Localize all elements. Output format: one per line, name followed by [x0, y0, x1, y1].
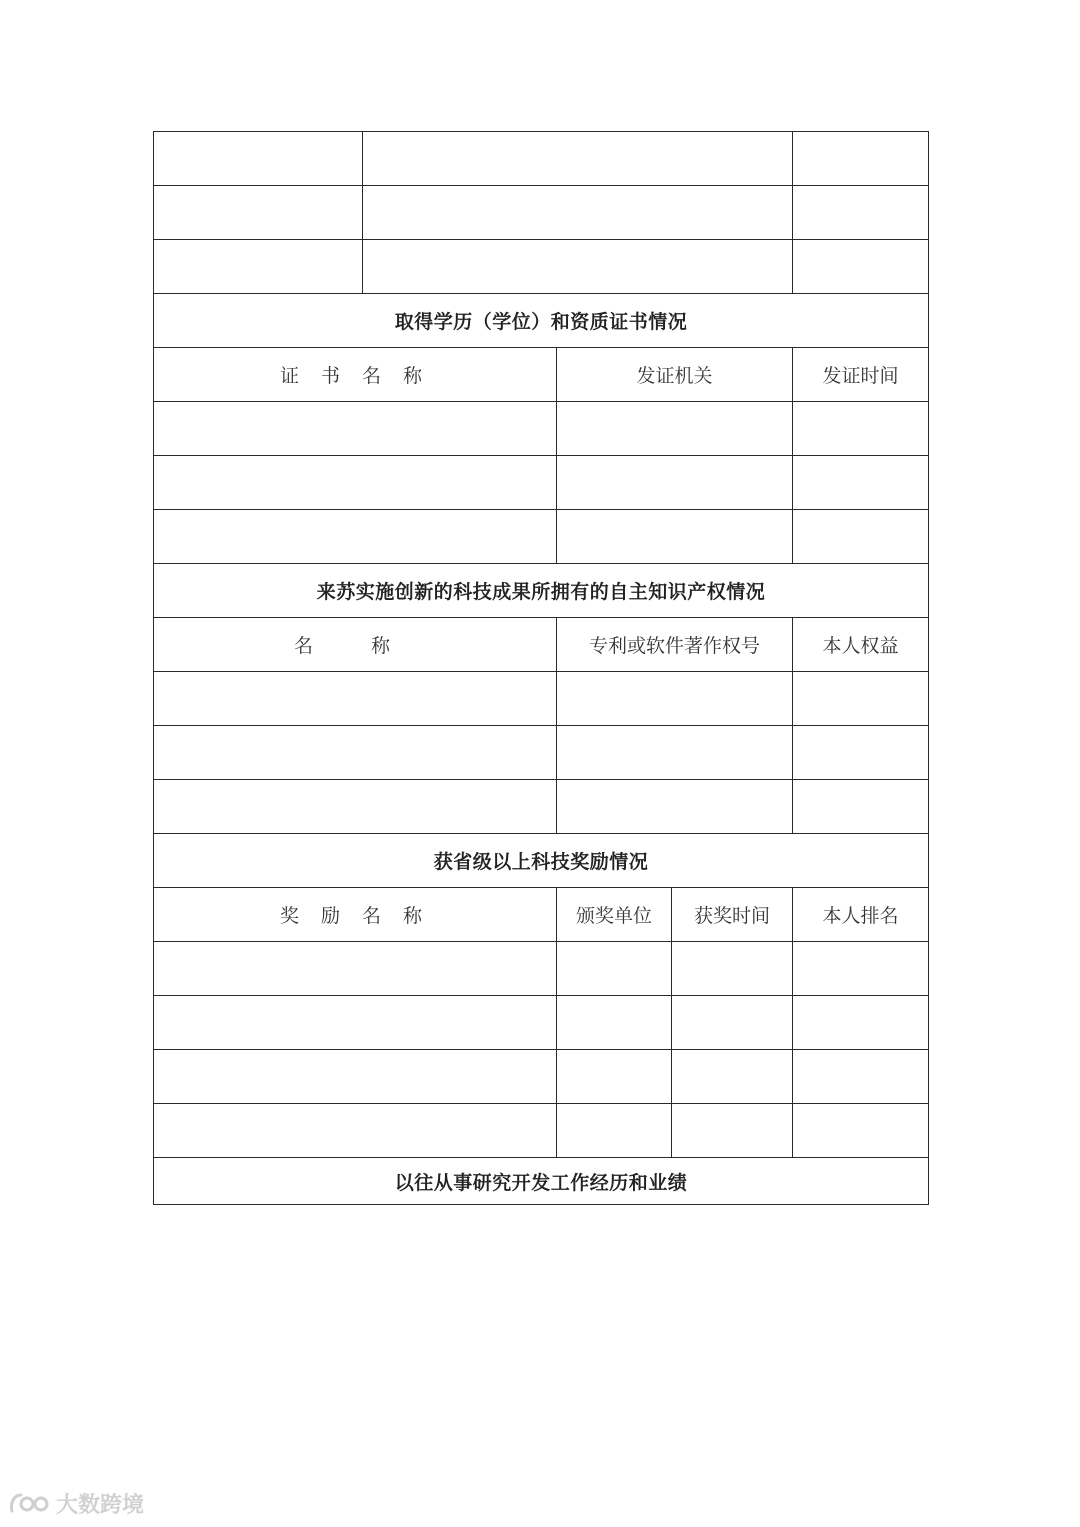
table-cell[interactable] [793, 996, 929, 1050]
experience-section-title: 以往从事研究开发工作经历和业绩 [154, 1158, 929, 1205]
table-cell[interactable] [793, 132, 929, 186]
table-row [154, 402, 929, 456]
education-section-title: 取得学历（学位）和资质证书情况 [154, 294, 929, 348]
table-cell[interactable] [793, 510, 929, 564]
table-row [154, 996, 929, 1050]
table-cell[interactable] [557, 780, 793, 834]
table-cell[interactable] [557, 510, 793, 564]
table-cell[interactable] [154, 942, 557, 996]
issue-date-header: 发证时间 [793, 348, 929, 402]
awarding-unit-header: 颁奖单位 [557, 888, 672, 942]
ip-section-title: 来苏实施创新的科技成果所拥有的自主知识产权情况 [154, 564, 929, 618]
table-cell[interactable] [154, 186, 363, 240]
award-date-header: 获奖时间 [672, 888, 793, 942]
table-cell[interactable] [793, 402, 929, 456]
table-cell[interactable] [557, 726, 793, 780]
table-cell[interactable] [154, 1050, 557, 1104]
ip-name-header: 名 称 [154, 618, 557, 672]
watermark-logo-icon [8, 1491, 52, 1517]
table-cell[interactable] [557, 942, 672, 996]
table-cell[interactable] [154, 510, 557, 564]
table-cell[interactable] [557, 402, 793, 456]
table-row [154, 240, 929, 294]
table-cell[interactable] [793, 456, 929, 510]
header-row [154, 618, 929, 672]
table-cell[interactable] [793, 186, 929, 240]
application-form-table [153, 131, 929, 1205]
table-cell[interactable] [154, 780, 557, 834]
table-cell[interactable] [793, 780, 929, 834]
table-row [154, 726, 929, 780]
table-row [154, 672, 929, 726]
award-name-header: 奖 励 名 称 [154, 888, 557, 942]
personal-ranking-header: 本人排名 [793, 888, 929, 942]
table-cell[interactable] [672, 996, 793, 1050]
table-cell[interactable] [793, 726, 929, 780]
table-cell[interactable] [557, 1104, 672, 1158]
table-cell[interactable] [363, 132, 793, 186]
section-row [154, 834, 929, 888]
table-cell[interactable] [557, 672, 793, 726]
table-cell[interactable] [154, 402, 557, 456]
table-cell[interactable] [363, 186, 793, 240]
watermark-text: 大数跨境 [56, 1493, 145, 1518]
table-cell[interactable] [154, 672, 557, 726]
section-row [154, 564, 929, 618]
certificate-name-header: 证 书 名 称 [154, 348, 557, 402]
watermark [8, 1488, 144, 1519]
table-cell[interactable] [154, 132, 363, 186]
table-row [154, 456, 929, 510]
table-cell[interactable] [154, 996, 557, 1050]
table-cell[interactable] [154, 726, 557, 780]
table-cell[interactable] [363, 240, 793, 294]
table-row [154, 132, 929, 186]
awards-section-title: 获省级以上科技奖励情况 [154, 834, 929, 888]
table-cell[interactable] [154, 240, 363, 294]
section-row [154, 1158, 929, 1205]
table-cell[interactable] [557, 996, 672, 1050]
patent-number-header: 专利或软件著作权号 [557, 618, 793, 672]
personal-rights-header: 本人权益 [793, 618, 929, 672]
table-row [154, 1050, 929, 1104]
table-cell[interactable] [672, 942, 793, 996]
table-cell[interactable] [793, 1104, 929, 1158]
table-row [154, 186, 929, 240]
header-row [154, 888, 929, 942]
table-cell[interactable] [672, 1050, 793, 1104]
section-row [154, 294, 929, 348]
table-cell[interactable] [793, 672, 929, 726]
table-row [154, 510, 929, 564]
table-cell[interactable] [154, 456, 557, 510]
table-cell[interactable] [154, 1104, 557, 1158]
table-cell[interactable] [793, 1050, 929, 1104]
table-cell[interactable] [557, 1050, 672, 1104]
table-cell[interactable] [793, 942, 929, 996]
table-cell[interactable] [672, 1104, 793, 1158]
header-row [154, 348, 929, 402]
table-row [154, 780, 929, 834]
table-cell[interactable] [557, 456, 793, 510]
table-row [154, 1104, 929, 1158]
table-row [154, 942, 929, 996]
issuing-authority-header: 发证机关 [557, 348, 793, 402]
table-cell[interactable] [793, 240, 929, 294]
